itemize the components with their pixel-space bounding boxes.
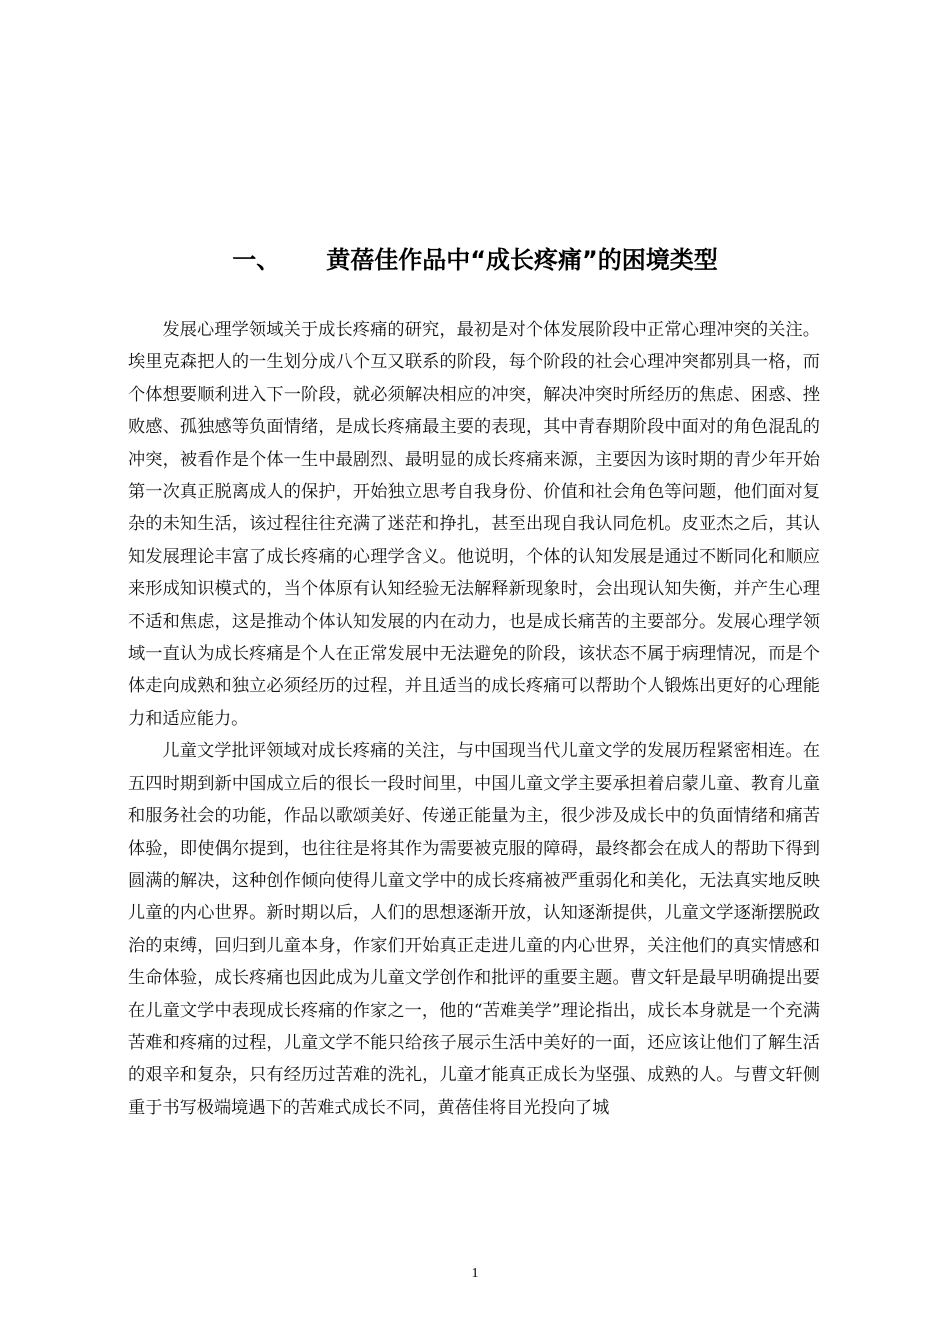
section-number: 一、 bbox=[232, 246, 281, 274]
paragraph: 儿童文学批评领域对成长疼痛的关注，与中国现当代儿童文学的发展历程紧密相连。在五四时期到新中国成立后的很长一段时间里，中国儿童文学主要承担着启蒙儿童、教育儿童和服务社会的功能，作品以歌颂美好、传递正能量为主，很少涉及成长中的负面情绪和痛苦体验，即使偶尔提到，也往往是将其作为需要被克服的障碍，最终都会在成人的帮助下得到圆满的解决，这种创作倾向使得儿童文学中的成长疼痛被严重弱化和美化，无法真实地反映儿童的内心世界。新时期以后，人们的思想逐渐开放，认知逐渐提供，儿童文学逐渐摆脱政治的束缚，回归到儿童本身，作家们开始真正走进儿童的内心世界，关注他们的真实情感和生命体验，成长疼痛也因此成为儿童文学创作和批评的重要主题。曹文轩是最早明确提出要在儿童文学中表现成长疼痛的作家之一，他的“苦难美学”理论指出，成长本身就是一个充满苦难和疼痛的过程，儿童文学不能只给孩子展示生活中美好的一面，还应该让他们了解生活的艰辛和复杂，只有经历过苦难的洗礼，儿童才能真正成长为坚强、成熟的人。与曹文轩侧重于书写极端境遇下的苦难式成长不同，黄蓓佳将目光投向了城 bbox=[128, 741, 820, 1118]
paragraph: 发展心理学领域关于成长疼痛的研究，最初是对个体发展阶段中正常心理冲突的关注。埃里克森把人的一生划分成八个互又联系的阶段，每个阶段的社会心理冲突都别具一格，而个体想要顺利进入下一阶段，就必须解决相应的冲突，解决冲突时所经历的焦虑、困惑、挫败感、孤独感等负面情绪，是成长疼痛最主要的表现，其中青春期阶段中面对的角色混乱的冲突，被看作是个体一生中最剧烈、最明显的成长疼痛来源，主要因为该时期的青少年开始第一次真正脱离成人的保护，开始独立思考自我身份、价值和社会角色等问题，他们面对复杂的未知生活，该过程往往充满了迷茫和挣扎，甚至出现自我认同危机。皮亚杰之后，其认知发展理论丰富了成长疼痛的心理学含义。他说明，个体的认知发展是通过不断同化和顺应来形成知识模式的，当个体原有认知经验无法解释新现象时，会出现认知失衡，并产生心理不适和焦虑，这是推动个体认知发展的内在动力，也是成长痛苦的主要部分。发展心理学领域一直认为成长疼痛是个人在正常发展中无法避免的阶段，该状态不属于病理情况，而是个体走向成熟和独立必须经历的过程，并且适当的成长疼痛可以帮助个人锻炼出更好的心理能力和适应能力。 bbox=[128, 320, 820, 729]
body-text bbox=[128, 314, 820, 1124]
section-heading bbox=[0, 240, 950, 280]
page-number: 1 bbox=[471, 1266, 479, 1281]
section-title: 黄蓓佳作品中“成长疼痛”的困境类型 bbox=[326, 246, 718, 274]
